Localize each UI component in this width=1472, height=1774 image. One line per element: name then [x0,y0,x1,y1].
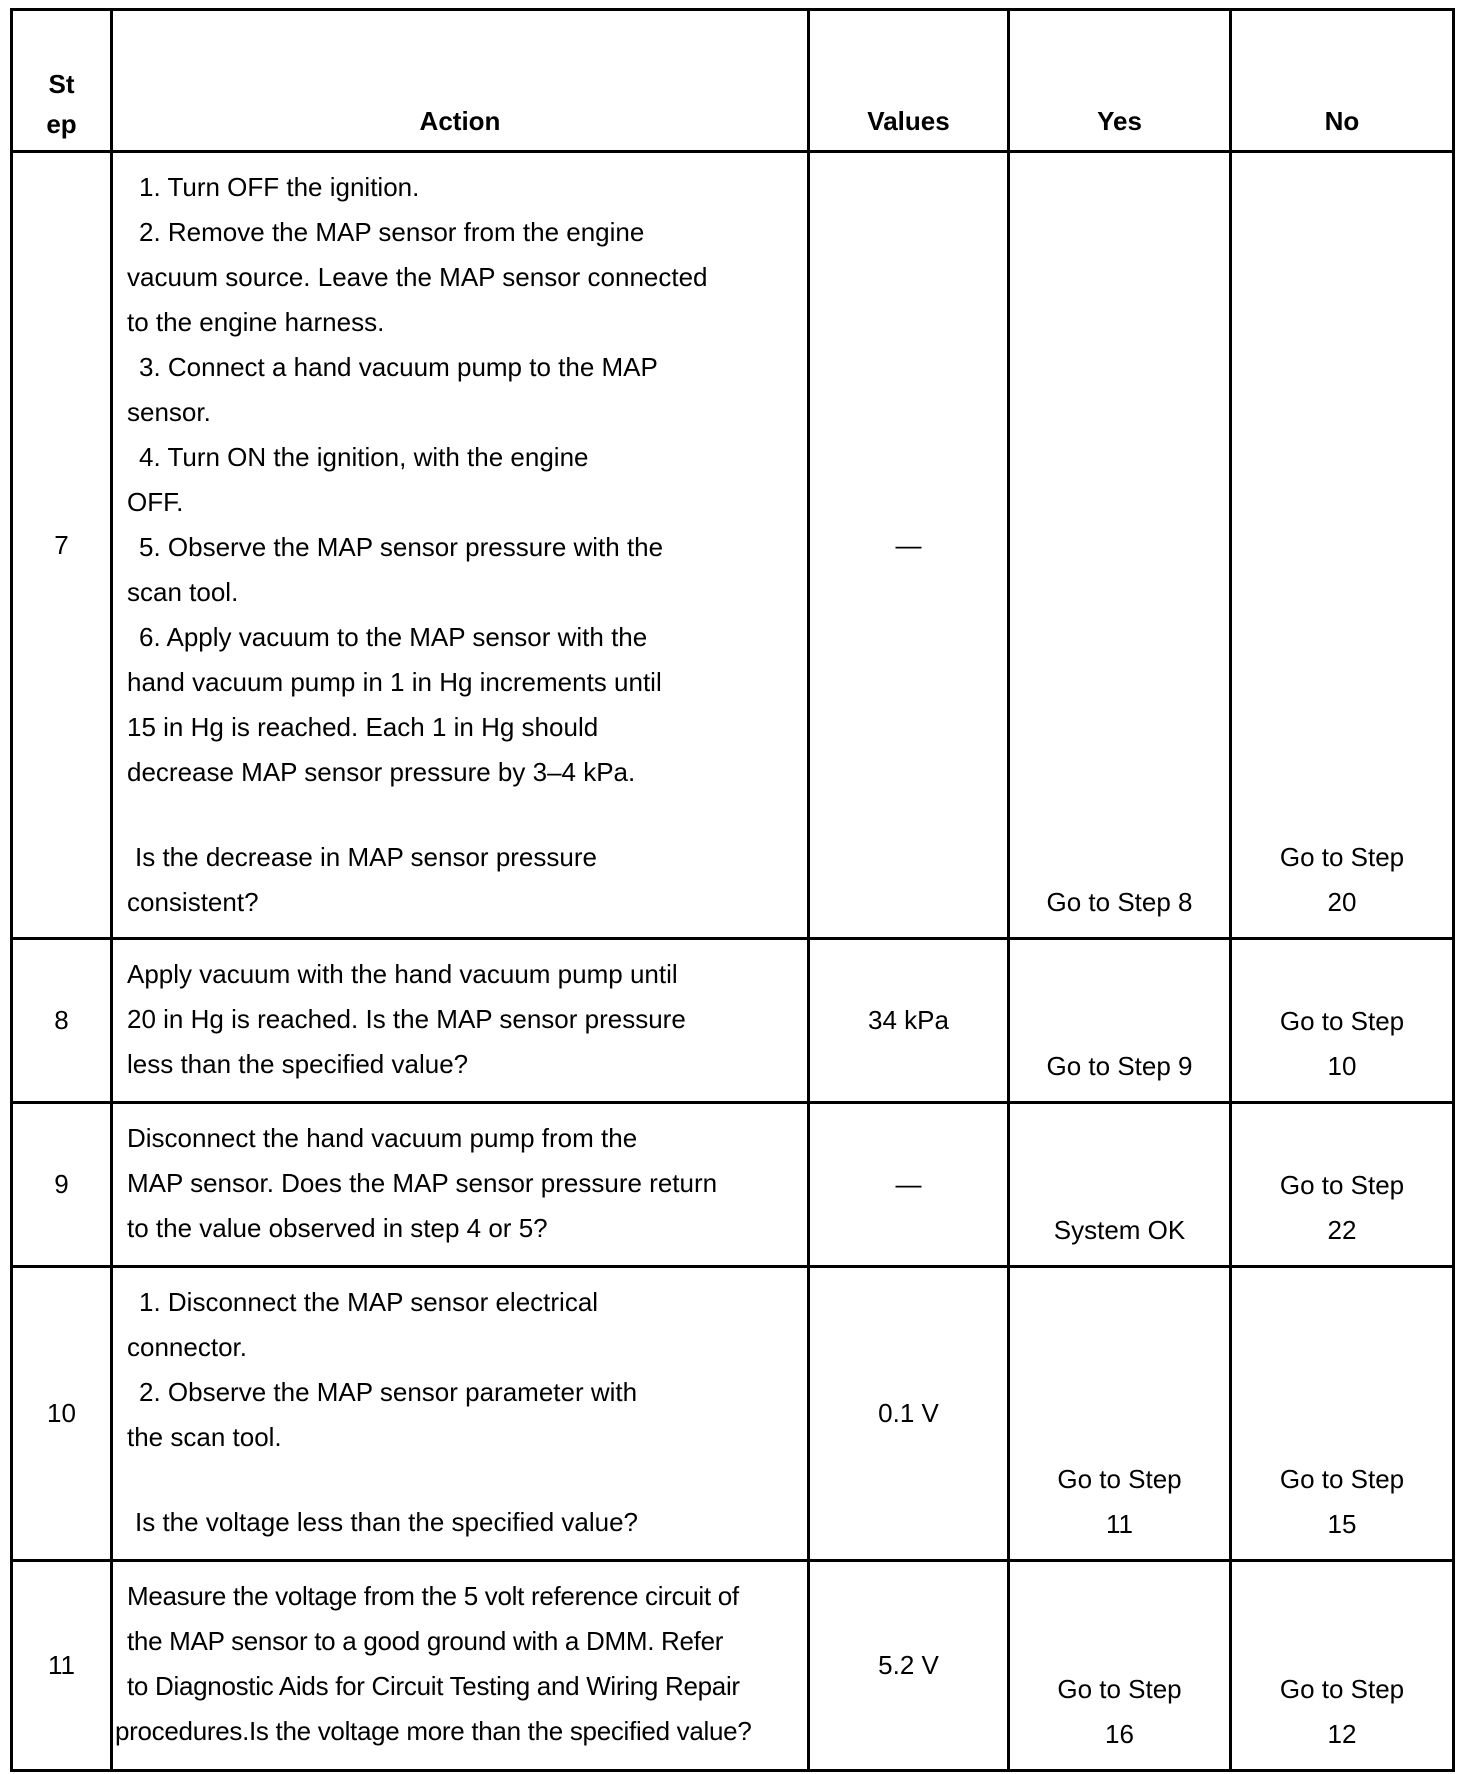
action-line: 3. Connect a hand vacuum pump to the MAP [139,352,658,382]
header-yes: Yes [1009,10,1231,152]
header-row [12,10,1454,152]
action-line: connector. [127,1332,247,1362]
action-line: hand vacuum pump in 1 in Hg increments until [127,667,662,697]
question-line: Is the decrease in MAP sensor pressure [135,842,597,872]
yes-cell: System OK [1009,1103,1231,1267]
no-cell: Go to Step 10 [1231,939,1454,1103]
value-cell: 5.2 V [809,1561,1009,1771]
action-line: 6. Apply vacuum to the MAP sensor with the [139,622,648,652]
table-row [12,1267,1454,1561]
action-line: less than the specified value? [127,1049,469,1079]
action-cell [112,1561,809,1771]
question-line: consistent? [127,887,259,917]
action-line: the scan tool. [127,1422,282,1452]
action-line: 15 in Hg is reached. Each 1 in Hg should [127,712,599,742]
step-number: 8 [12,939,112,1103]
no-cell: Go to Step 12 [1231,1561,1454,1771]
table-row [12,152,1454,939]
table-row [12,939,1454,1103]
action-line: Measure the voltage from the 5 volt reference circuit of [127,1581,739,1611]
header-values: Values [809,10,1009,152]
action-line: OFF. [127,487,184,517]
action-line: Apply vacuum with the hand vacuum pump until [127,959,678,989]
action-cell [112,939,809,1103]
value-cell: — [809,1103,1009,1267]
action-line: scan tool. [127,577,239,607]
action-cell [112,152,809,939]
step-number: 10 [12,1267,112,1561]
action-line: 1. Disconnect the MAP sensor electrical [139,1287,599,1317]
yes-cell: Go to Step 9 [1009,939,1231,1103]
action-line: to the engine harness. [127,307,385,337]
action-line: to the value observed in step 4 or 5? [127,1213,548,1243]
question-line: Is the voltage less than the specified value? [135,1507,638,1537]
table-row [12,1561,1454,1771]
action-line: sensor. [127,397,211,427]
action-cell [112,1103,809,1267]
action-cell [112,1267,809,1561]
yes-cell: Go to Step 8 [1009,152,1231,939]
header-step: St ep [12,10,112,152]
yes-cell: Go to Step 16 [1009,1561,1231,1771]
action-line: decrease MAP sensor pressure by 3–4 kPa. [127,757,636,787]
header-no: No [1231,10,1454,152]
value-cell: — [809,152,1009,939]
no-cell: Go to Step 20 [1231,152,1454,939]
action-line: MAP sensor. Does the MAP sensor pressure return [127,1168,718,1198]
table-row [12,1103,1454,1267]
action-line: the MAP sensor to a good ground with a DMM. Refer [127,1626,724,1656]
action-line: Disconnect the hand vacuum pump from the [127,1123,638,1153]
header-action: Action [112,10,809,152]
value-cell: 0.1 V [809,1267,1009,1561]
action-line: 2. Observe the MAP sensor parameter with [139,1377,638,1407]
step-number: 9 [12,1103,112,1267]
diagnostic-table [10,8,1455,1772]
action-line: vacuum source. Leave the MAP sensor connected [127,262,708,292]
action-line: 20 in Hg is reached. Is the MAP sensor pressure [127,1004,686,1034]
step-number: 11 [12,1561,112,1771]
action-line: 2. Remove the MAP sensor from the engine [139,217,645,247]
yes-cell: Go to Step 11 [1009,1267,1231,1561]
action-line: 5. Observe the MAP sensor pressure with the [139,532,664,562]
step-number: 7 [12,152,112,939]
action-line: procedures.Is the voltage more than the specified value? [115,1716,752,1746]
no-cell: Go to Step 22 [1231,1103,1454,1267]
no-cell: Go to Step 15 [1231,1267,1454,1561]
action-line: 4. Turn ON the ignition, with the engine [139,442,589,472]
action-line: to Diagnostic Aids for Circuit Testing and Wiring Repair [127,1671,740,1701]
action-line: 1. Turn OFF the ignition. [139,172,420,202]
value-cell: 34 kPa [809,939,1009,1103]
